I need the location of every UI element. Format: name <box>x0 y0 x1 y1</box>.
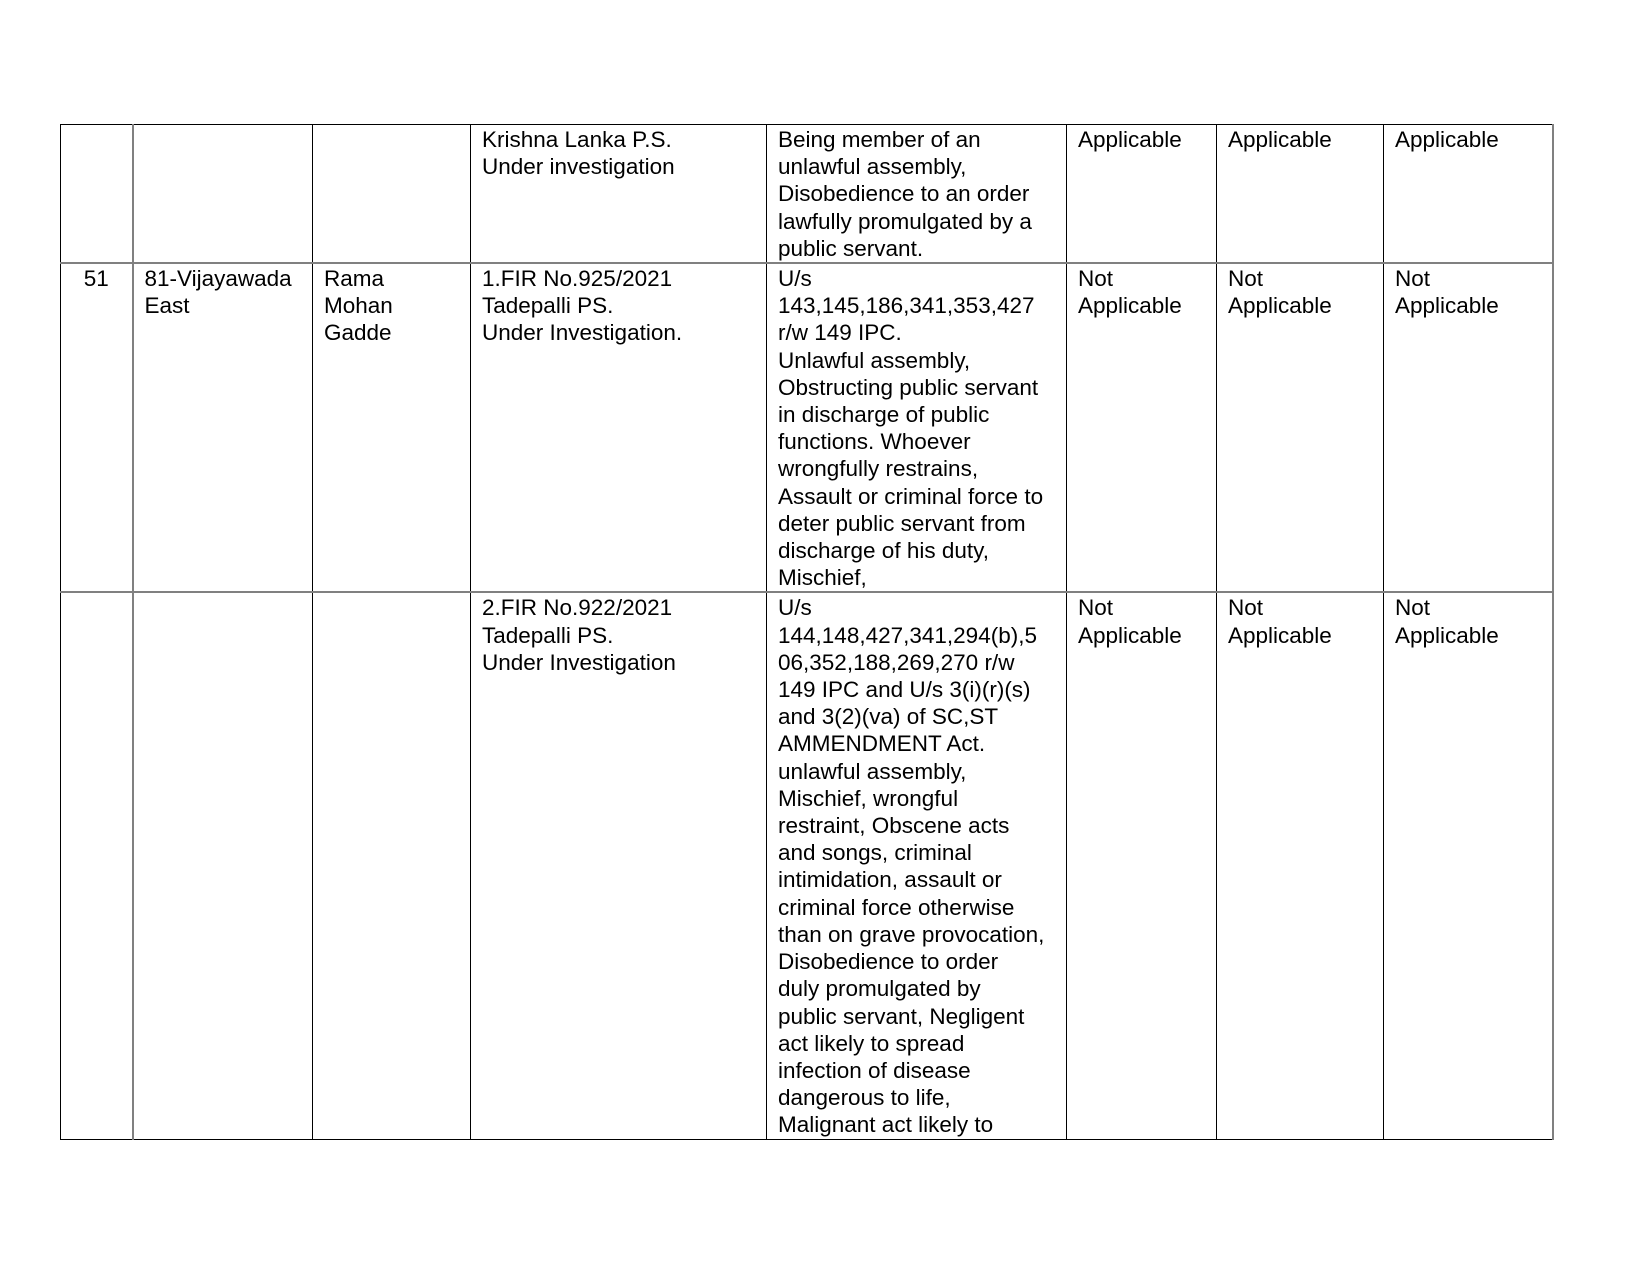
sl-no-cell <box>61 592 133 1139</box>
case-details-cell: 1.FIR No.925/2021 Tadepalli PS. Under Investigation. <box>471 263 767 592</box>
applicability-cell-2: Applicable <box>1217 125 1384 264</box>
table-row <box>61 592 1553 1139</box>
criminal-cases-table <box>60 124 1554 1140</box>
constituency-cell <box>133 592 313 1139</box>
sections-cell: U/s 144,148,427,341,294(b),5 06,352,188,269,270 r/w 149 IPC and U/s 3(i)(r)(s) and 3(2)(va) of SC,ST AMMENDMENT Act. unlawful assembly, Mischief, wrongful restraint, Obscene acts and songs, criminal intimidation, assault or criminal force otherwise than on grave provocation, Disobedience to order duly promulgated by public servant, Negligent act likely to spread infection of disease dangerous to life, Malignant act likely to <box>767 592 1067 1139</box>
sections-cell: Being member of an unlawful assembly, Disobedience to an order lawfully promulgated by a public servant. <box>767 125 1067 264</box>
applicability-cell-3: Not Applicable <box>1384 592 1553 1139</box>
applicability-cell-1: Applicable <box>1067 125 1217 264</box>
applicability-cell-3: Applicable <box>1384 125 1553 264</box>
sections-cell: U/s 143,145,186,341,353,427 r/w 149 IPC. Unlawful assembly, Obstructing public servant in discharge of public functions. Whoever wrongfully restrains, Assault or criminal force to deter public servant from discharge of his duty, Mischief, <box>767 263 1067 592</box>
applicability-cell-2: Not Applicable <box>1217 263 1384 592</box>
constituency-cell <box>133 125 313 264</box>
case-details-cell: Krishna Lanka P.S. Under investigation <box>471 125 767 264</box>
applicability-cell-1: Not Applicable <box>1067 592 1217 1139</box>
candidate-name-cell <box>313 592 471 1139</box>
applicability-cell-1: Not Applicable <box>1067 263 1217 592</box>
table-row <box>61 263 1553 592</box>
candidate-name-cell <box>313 125 471 264</box>
applicability-cell-3: Not Applicable <box>1384 263 1553 592</box>
constituency-cell: 81-Vijayawada East <box>133 263 313 592</box>
applicability-cell-2: Not Applicable <box>1217 592 1384 1139</box>
sl-no-cell <box>61 125 133 264</box>
candidate-name-cell: Rama Mohan Gadde <box>313 263 471 592</box>
sl-no-cell: 51 <box>61 263 133 592</box>
table-row <box>61 125 1553 264</box>
case-details-cell: 2.FIR No.922/2021 Tadepalli PS. Under Investigation <box>471 592 767 1139</box>
